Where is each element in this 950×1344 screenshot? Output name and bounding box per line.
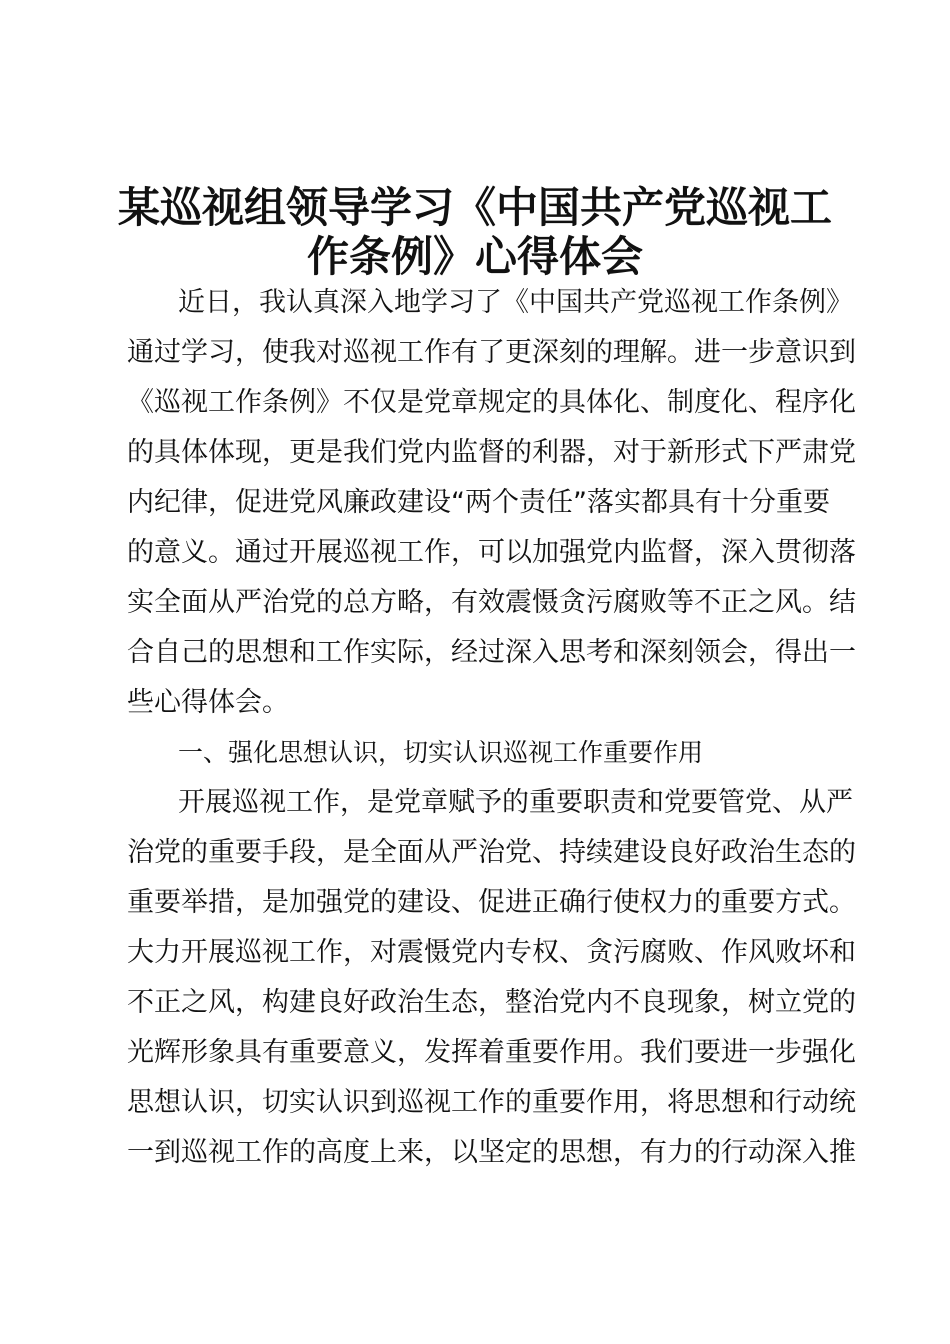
paragraph-2-line-6: 光辉形象具有重要意义，发挥着重要作用。我们要进一步强化 (127, 1037, 856, 1068)
paragraph-1-line-4: 的具体体现，更是我们党内监督的利器，对于新形式下严肃党 (127, 437, 856, 468)
paragraph-1-line-7: 实全面从严治党的总方略，有效震慑贪污腐败等不正之风。结 (127, 587, 856, 618)
document-title-line-1: 某巡视组领导学习《中国共产党巡视工 (117, 183, 832, 232)
paragraph-2-line-1: 开展巡视工作，是党章赋予的重要职责和党要管党、从严 (178, 787, 853, 818)
paragraph-1-line-5: 内纪律，促进党风廉政建设“两个责任”落实都具有十分重要 (127, 487, 830, 518)
document-title-line-2: 作条例》心得体会 (306, 232, 643, 281)
paragraph-1-line-8: 合自己的思想和工作实际，经过深入思考和深刻领会，得出一 (127, 637, 856, 668)
paragraph-1-line-1: 近日，我认真深入地学习了《中国共产党巡视工作条例》 (178, 287, 853, 318)
paragraph-1-line-9: 些心得体会。 (127, 687, 289, 718)
paragraph-1-line-3: 《巡视工作条例》不仅是党章规定的具体化、制度化、程序化 (127, 387, 856, 418)
paragraph-1-line-2: 通过学习，使我对巡视工作有了更深刻的理解。进一步意识到 (127, 337, 856, 368)
paragraph-2-line-8: 一到巡视工作的高度上来，以坚定的思想，有力的行动深入推 (127, 1137, 856, 1168)
paragraph-1-line-6: 的意义。通过开展巡视工作，可以加强党内监督，深入贯彻落 (127, 537, 856, 568)
paragraph-2-line-2: 治党的重要手段，是全面从严治党、持续建设良好政治生态的 (127, 837, 856, 868)
paragraph-2-line-7: 思想认识，切实认识到巡视工作的重要作用，将思想和行动统 (127, 1087, 856, 1118)
paragraph-2-line-3: 重要举措，是加强党的建设、促进正确行使权力的重要方式。 (127, 887, 856, 918)
paragraph-2-line-5: 不正之风，构建良好政治生态，整治党内不良现象，树立党的 (127, 987, 856, 1018)
paragraph-2-line-4: 大力开展巡视工作，对震慑党内专权、贪污腐败、作风败坏和 (127, 937, 856, 968)
section-1-heading: 一、强化思想认识，切实认识巡视工作重要作用 (178, 738, 704, 767)
